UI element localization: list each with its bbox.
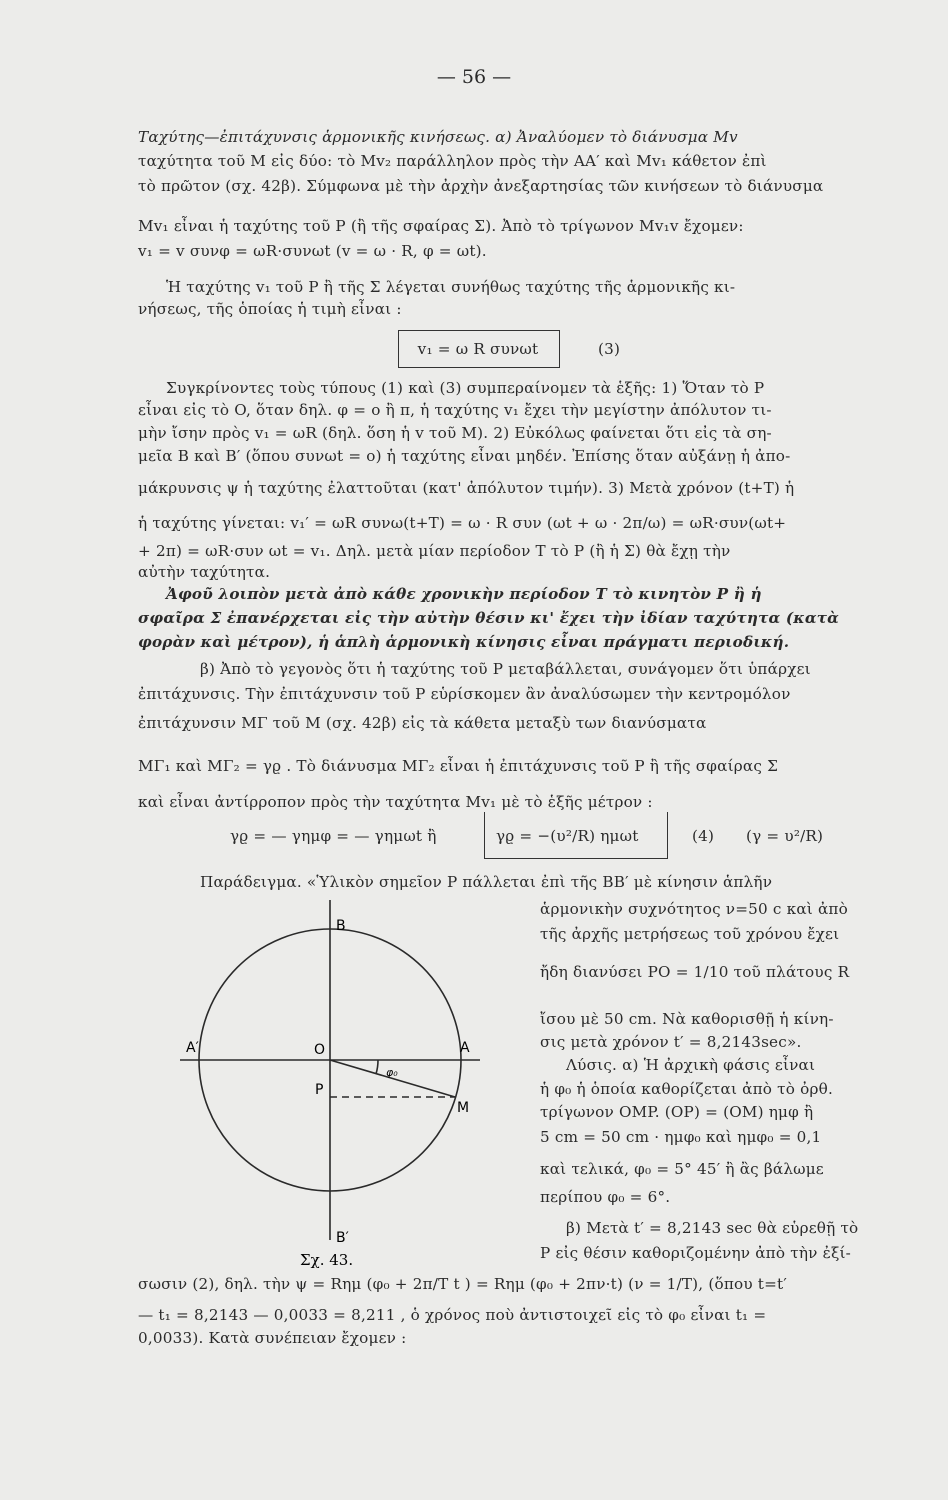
text-line: νήσεως, τῆς ὁποίας ἡ τιμὴ εἶναι :: [138, 300, 402, 318]
formula-gamma: (γ = υ²/R): [746, 827, 824, 845]
label-b-prime: B′: [336, 1230, 349, 1246]
text-line: σφαῖρα Σ ἐπανέρχεται εἰς τὴν αὐτὴν θέσιν κι' ἔχει τὴν ἰδίαν ταχύτητα (κατὰ: [138, 609, 840, 627]
text-line: καὶ εἶναι ἀντίρροπον πρὸς τὴν ταχύτητα Mv₁ μὲ τὸ ἑξῆς μέτρον :: [138, 793, 653, 811]
text-line: + 2π) = ωR·συν ωt = v₁. Δηλ. μετὰ μίαν περίοδον T τὸ P (ἢ ἡ Σ) θὰ ἔχῃ τὴν: [138, 542, 731, 560]
text-line: ἐπιτάχυνσιν MΓ τοῦ M (σχ. 42β) εἰς τὰ κάθετα μεταξὺ των διανύσματα: [138, 714, 707, 732]
text-line: ἤδη διανύσει PO = 1/10 τοῦ πλάτους R: [540, 963, 850, 981]
label-a-prime: A′: [186, 1040, 199, 1056]
text-line: μεῖα B καὶ B′ (ὅπου συνωt = o) ἡ ταχύτης εἶναι μηδέν. Ἐπίσης ὅταν αὐξάνῃ ἡ ἀπο-: [138, 447, 791, 465]
text-line: τῆς ἀρχῆς μετρήσεως τοῦ χρόνου ἔχει: [540, 925, 840, 943]
text-line: μὴν ἴσην πρὸς v₁ = ωR (δηλ. ὅση ἡ v τοῦ M). 2) Εὐκόλως φαίνεται ὅτι εἰς τὰ ση-: [138, 424, 772, 442]
text-line: 5 cm = 50 cm · ημφ₀ καὶ ημφ₀ = 0,1: [540, 1128, 822, 1146]
text-line: ἐπιτάχυνσις. Τὴν ἐπιτάχυνσιν τοῦ P εὑρίσκομεν ἂν ἀναλύσωμεν τὴν κεντρομόλον: [138, 685, 791, 703]
text-line: εἶναι εἰς τὸ O, ὅταν δηλ. φ = o ἢ π, ἡ ταχύτης v₁ ἔχει τὴν μεγίστην ἀπόλυτον τι-: [138, 401, 772, 419]
text-line: καὶ τελικά, φ₀ = 5° 45′ ἢ ἂς βάλωμε: [540, 1160, 824, 1178]
text-line: v₁ = v συνφ = ωR·συνωt (v = ω · R, φ = ωt).: [138, 242, 487, 260]
text-line: τρίγωνον OMP. (OP) = (OM) ημφ ἢ: [540, 1103, 814, 1121]
figure-43: [150, 890, 530, 1280]
angle-arc: [376, 1060, 378, 1074]
text-line: Παράδειγμα. «Ὑλικὸν σημεῖον P πάλλεται ἐπὶ τῆς BB′ μὲ κίνησιν ἁπλῆν: [200, 873, 773, 891]
label-p: P: [315, 1082, 324, 1098]
text-line: μάκρυνσις ψ ἡ ταχύτης ἐλαττοῦται (κατ' ἀπόλυτον τιμήν). 3) Μετὰ χρόνον (t+T) ἡ: [138, 479, 795, 497]
text-line: τὸ πρῶτον (σχ. 42β). Σύμφωνα μὲ τὴν ἀρχὴν ἀνεξαρτησίας τῶν κινήσεων τὸ διάνυσμα: [138, 177, 824, 195]
formula-4: γϱ = −(υ²/R) ημωt: [496, 827, 639, 845]
label-m: M: [457, 1100, 470, 1116]
text-line: Λύσις. α) Ἡ ἀρχικὴ φάσις εἶναι: [566, 1056, 816, 1074]
label-a: A: [460, 1040, 470, 1056]
text-line: σις μετὰ χρόνον t′ = 8,2143sec».: [540, 1033, 802, 1051]
label-phi0: φ₀: [386, 1066, 398, 1079]
text-line: — t₁ = 8,2143 — 0,0033 = 8,211 , ὁ χρόνος ποὺ ἀντιστοιχεῖ εἰς τὸ φ₀ εἶναι t₁ =: [138, 1306, 767, 1324]
text-line: Συγκρίνοντες τοὺς τύπους (1) καὶ (3) συμπεραίνομεν τὰ ἑξῆς: 1) Ὅταν τὸ P: [166, 379, 765, 397]
text-line: φορὰν καὶ μέτρον), ἡ ἁπλὴ ἁρμονικὴ κίνησις εἶναι πράγματι περιοδική.: [138, 633, 790, 651]
equation-number: (4): [692, 827, 715, 845]
text-line: 0,0033). Κατὰ συνέπειαν ἔχομεν :: [138, 1329, 407, 1347]
text-line: β) Μετὰ t′ = 8,2143 sec θὰ εὑρεθῇ τὸ: [566, 1219, 859, 1237]
page-number: — 56 —: [436, 66, 512, 88]
text-line: ἁρμονικὴν συχνότητος ν=50 c καὶ ἀπὸ: [540, 900, 848, 918]
label-o: O: [314, 1042, 326, 1058]
text-line: ἡ ταχύτης γίνεται: v₁′ = ωR συνω(t+T) = ω · R συν (ωt + ω · 2π/ω) = ωR·συν(ωt+: [138, 514, 787, 532]
formula-4-left: γϱ = — γημφ = — γημωt ἢ: [230, 827, 437, 845]
text-line: περίπου φ₀ = 6°.: [540, 1188, 671, 1206]
figure-caption: Σχ. 43.: [300, 1251, 354, 1269]
text-line: Mv₁ εἶναι ἡ ταχύτης τοῦ P (ἢ τῆς σφαίρας Σ). Ἀπὸ τὸ τρίγωνον Mv₁v ἔχομεν:: [138, 217, 744, 235]
text-line: ἡ φ₀ ἡ ὁποία καθορίζεται ἀπὸ τὸ ὀρθ.: [540, 1080, 833, 1098]
text-line: MΓ₁ καὶ MΓ₂ = γϱ . Τὸ διάνυσμα MΓ₂ εἶναι ἡ ἐπιτάχυνσις τοῦ P ἢ τῆς σφαίρας Σ: [138, 757, 779, 775]
text-line: Ἀφοῦ λοιπὸν μετὰ ἀπὸ κάθε χρονικὴν περίοδον T τὸ κινητὸν P ἢ ἡ: [166, 585, 762, 603]
text-line: Ταχύτης—ἐπιτάχυνσις ἁρμονικῆς κινήσεως. α) Ἀναλύομεν τὸ διάνυσμα Mv: [138, 128, 738, 146]
text-line: ἴσου μὲ 50 cm. Νὰ καθορισθῇ ἡ κίνη-: [540, 1010, 834, 1028]
text-line: Ἡ ταχύτης v₁ τοῦ P ἢ τῆς Σ λέγεται συνήθως ταχύτης τῆς ἁρμονικῆς κι-: [166, 278, 736, 296]
text-line: ταχύτητα τοῦ M εἰς δύο: τὸ Mv₂ παράλληλον πρὸς τὴν AA′ καὶ Mv₁ κάθετον ἐπὶ: [138, 152, 767, 170]
text-line: P εἰς θέσιν καθοριζομένην ἀπὸ τὴν ἐξί-: [540, 1244, 851, 1262]
label-b: B: [336, 918, 346, 934]
formula-3: v₁ = ω R συνωt: [417, 340, 539, 358]
equation-number: (3): [598, 340, 621, 358]
text-line: αὐτὴν ταχύτητα.: [138, 563, 271, 581]
text-line: β) Ἀπὸ τὸ γεγονὸς ὅτι ἡ ταχύτης τοῦ P μεταβάλλεται, συνάγομεν ὅτι ὑπάρχει: [200, 660, 811, 678]
text-line: σωσιν (2), δηλ. τὴν ψ = Rημ (φ₀ + 2π/T t ) = Rημ (φ₀ + 2πν·t) (ν = 1/T), (ὅπου t=t′: [138, 1275, 787, 1293]
